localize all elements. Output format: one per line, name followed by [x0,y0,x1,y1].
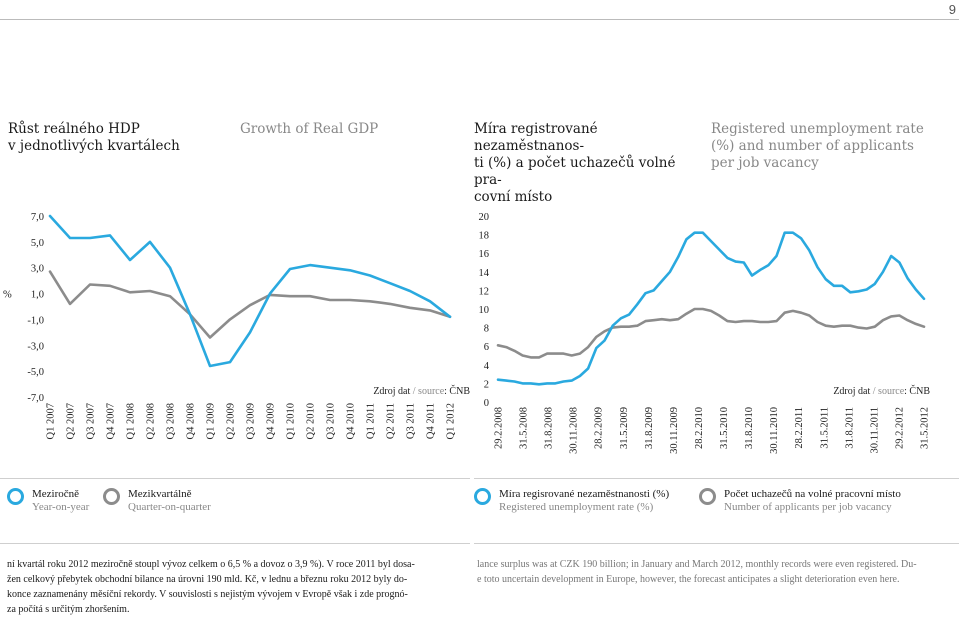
text-line: za počítá s určitým zhoršením. [7,604,130,615]
y-tick-label: 12 [478,286,489,298]
left-source-label [370,386,470,397]
source-en: source [418,386,445,397]
source-sep: / [410,386,419,397]
right-title-cz-line1: Míra registrované nezaměstnanos- [474,121,598,154]
text-line: ní kvartál roku 2012 meziročně stoupl vývoz celkem o 6,5 % a dovoz o 3,9 %). V roce 2011 byl dosa- [7,559,415,570]
x-tick-label: 31.8.2011 [844,407,856,449]
x-tick-label: 31.5.2011 [819,407,831,449]
x-tick-label: Q3 2011 [405,403,417,440]
x-tick-label: 31.5.2009 [618,407,630,449]
x-tick-label: Q4 2007 [105,403,117,440]
y-tick-label: 2 [483,379,489,391]
circle-marker-icon [103,488,120,505]
legend-label-cz: Míra regisrované nezaměstnanosti (%) [499,488,670,500]
y-tick-label: 1,0 [30,289,44,301]
left-title-cz-line2: v jednotlivých kvartálech [8,138,180,154]
series-line [498,233,924,385]
x-tick-label: Q1 2011 [365,403,377,440]
x-tick-label: 30.11.2008 [568,407,580,454]
series-line [498,309,924,357]
x-tick-label: 30.11.2010 [769,407,781,454]
y-tick-label: 3,0 [30,263,44,275]
text-line: konce zaznamenány měsíční rekordy. V souvislosti s nejistým vývojem v Evropě však i zde prognó- [7,589,408,600]
x-tick-label: Q4 2009 [265,403,277,440]
text-divider-left [0,543,470,544]
x-tick-label: 30.11.2009 [668,407,680,454]
x-tick-label: Q2 2010 [305,403,317,440]
y-tick-label: -3,0 [27,341,44,353]
text-divider-right [474,543,959,544]
text-line: žen celkový přebytek obchodní bilance na úrovni 190 mld. Kč, v lednu a březnu roku 2012 byly do- [7,574,408,585]
body-text-cz [7,557,467,617]
legend-item-applicants [699,488,949,516]
text-line: e toto uncertain development in Europe, however, the forecast anticipates a slight deterioration even here. [477,574,900,585]
x-tick-label: Q1 2012 [445,403,457,440]
y-tick-label: 7,0 [30,212,44,223]
y-tick-label: 8 [483,323,489,335]
legend-label-en: Number of applicants per job vacancy [724,501,892,513]
x-tick-label: Q3 2009 [245,403,257,440]
x-tick-label: 29.2.2008 [493,407,505,449]
x-tick-label: 31.5.2010 [719,407,731,449]
left-chart-title-en: Growth of Real GDP [240,121,379,137]
right-title-en-line2: (%) and number of applicants [711,138,914,154]
source-value: : ČNB [444,386,470,397]
legend-label-cz: Mezikvartálně [128,488,192,500]
x-tick-label: Q3 2010 [325,403,337,440]
y-tick-label: 16 [478,249,489,261]
right-chart-title-en [711,121,951,172]
legend-divider-right [474,478,959,479]
legend-label-cz: Meziročně [32,488,80,500]
right-title-en-line3: per job vacancy [711,155,819,171]
legend-item-yoy [7,488,117,516]
y-tick-label: -5,0 [27,367,44,379]
legend-divider-left [0,478,470,479]
x-tick-label: Q1 2007 [45,403,57,440]
x-tick-label: 31.8.2009 [643,407,655,449]
x-tick-label: 28.2.2011 [794,407,806,449]
y-tick-label: 6 [483,342,489,354]
circle-marker-icon [699,488,716,505]
source-cz: Zdroj dat [833,386,871,397]
x-tick-label: 29.2.2012 [894,407,906,449]
left-title-cz-line1: Růst reálného HDP [8,121,140,137]
x-tick-label: Q1 2008 [125,403,137,440]
y-tick-label: 20 [478,212,489,223]
x-tick-label: Q1 2010 [285,403,297,440]
y-tick-label: 10 [478,305,489,316]
x-tick-label: Q2 2008 [145,403,157,440]
x-tick-label: 31.8.2008 [543,407,555,449]
y-tick-label: 4 [483,360,489,372]
y-tick-label: 5,0 [30,237,44,249]
top-divider [0,19,959,20]
y-tick-label: 14 [478,267,489,279]
y-tick-label: -7,0 [27,393,44,404]
x-tick-label: Q4 2011 [425,403,437,440]
legend-label-cz: Počet uchazečů na volné pracovní místo [724,488,901,500]
right-title-cz-line3: covní místo [474,189,553,205]
page-number: 9 [948,2,956,17]
right-title-en-line1: Registered unemployment rate [711,121,924,137]
x-tick-label: Q4 2010 [345,403,357,440]
circle-marker-icon [474,488,491,505]
legend-item-unemployment [474,488,694,516]
y-tick-label: -1,0 [27,315,44,327]
right-title-cz-line2: ti (%) a počet uchazečů volné pra- [474,155,676,188]
source-cz: Zdroj dat [373,386,411,397]
y-tick-label: 0 [483,398,489,409]
x-tick-label: Q1 2009 [205,403,217,440]
gdp-growth-chart [0,205,470,463]
x-tick-label: 30.11.2011 [869,407,881,454]
circle-marker-icon [7,488,24,505]
legend-label-en: Registered unemployment rate (%) [499,501,654,513]
source-en: source [878,386,905,397]
x-tick-label: Q2 2011 [385,403,397,440]
y-tick-label: 18 [478,230,489,242]
right-chart-title-cz [474,121,704,206]
right-source-label [830,386,930,397]
text-line: lance surplus was at CZK 190 billion; in January and March 2012, monthly records were even registered. Du- [477,559,917,570]
left-chart-title-cz [8,121,238,155]
x-tick-label: 31.5.2012 [919,407,931,449]
x-tick-label: Q2 2009 [225,403,237,440]
series-line [50,272,450,338]
x-tick-label: Q3 2007 [85,403,97,440]
y-axis-label: % [3,289,12,301]
x-tick-label: 31.8.2010 [744,407,756,449]
legend-label-en: Year-on-year [32,501,90,513]
source-value: : ČNB [904,386,930,397]
x-tick-label: Q2 2007 [65,403,77,440]
series-line [50,216,450,366]
unemployment-chart [470,205,959,463]
source-sep: / [870,386,879,397]
body-text-en [477,557,955,587]
x-tick-label: 28.2.2009 [593,407,605,449]
legend-item-qoq [103,488,253,516]
x-tick-label: 31.5.2008 [518,407,530,449]
legend-label-en: Quarter-on-quarter [128,501,211,513]
x-tick-label: Q4 2008 [185,403,197,440]
x-tick-label: Q3 2008 [165,403,177,440]
x-tick-label: 28.2.2010 [693,407,705,449]
